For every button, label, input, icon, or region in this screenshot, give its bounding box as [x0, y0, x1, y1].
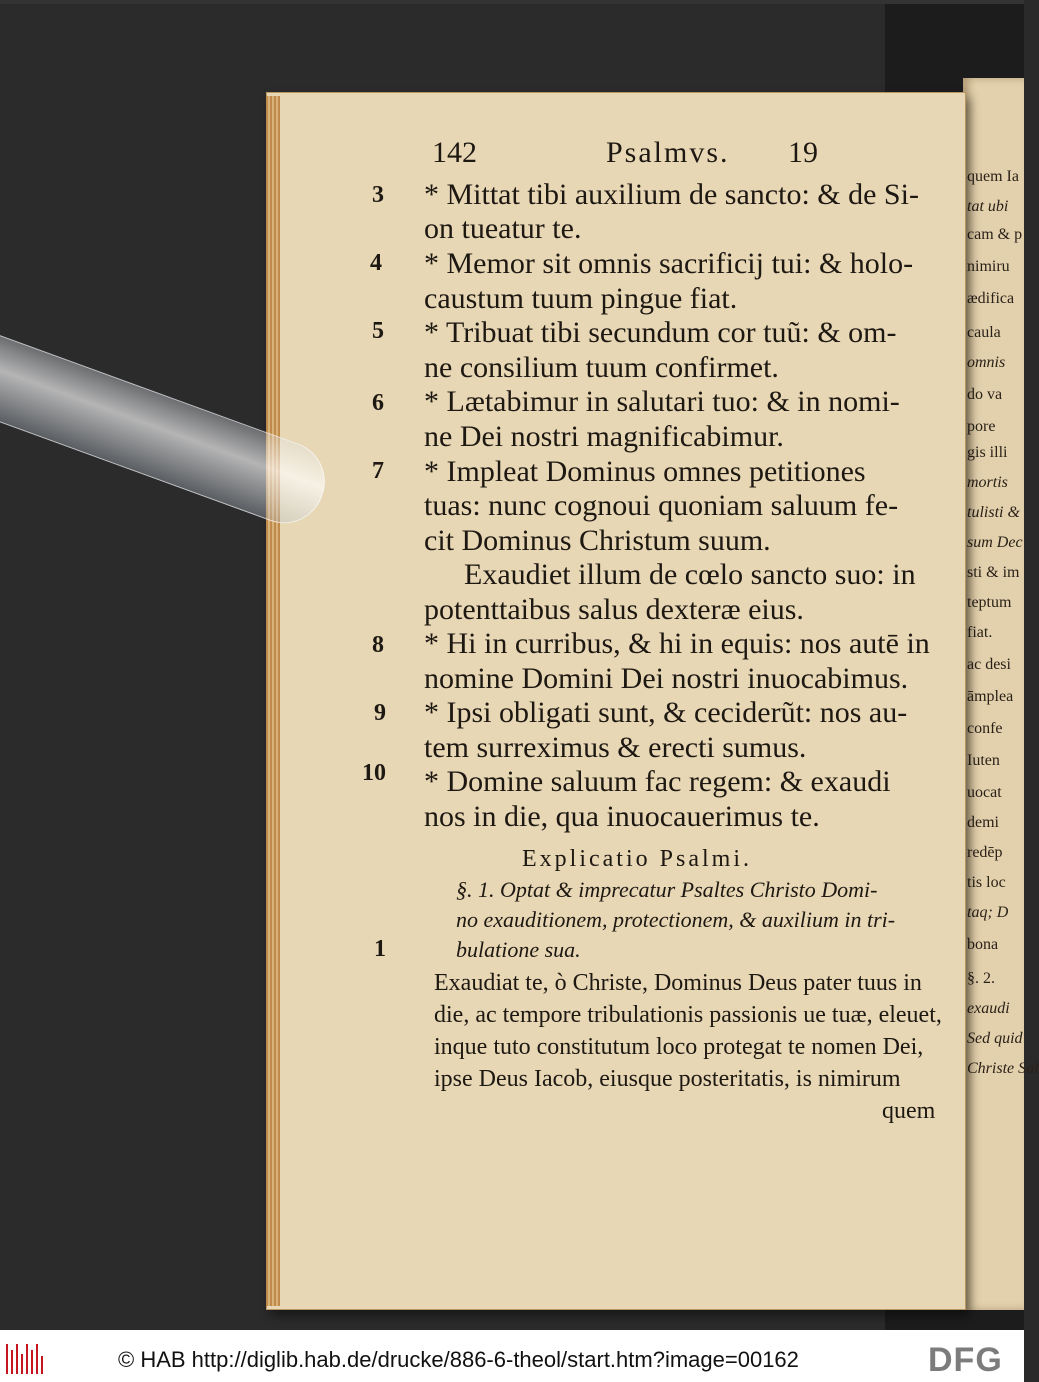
facing-fragment: teptum [967, 594, 1012, 611]
facing-fragment: do va [967, 386, 1003, 403]
psalm-line: ne consilium tuum confirmet. [424, 351, 779, 384]
psalm-line: * Mittat tibi auxilium de sancto: & de Si- [424, 178, 919, 211]
facing-fragment: Christe Sal [967, 1060, 1039, 1077]
facing-fragment: taq; D [967, 904, 1009, 921]
facing-fragment: fiat. [967, 624, 993, 641]
psalm-line: Exaudiet illum de cœlo sancto suo: in [464, 558, 916, 591]
facing-fragment: ædifica [967, 290, 1015, 307]
facing-fragment: āmplea [967, 688, 1014, 705]
psalm-line: * Lætabimur in salutari tuo: & in nomi- [424, 385, 900, 418]
facing-fragment: demi [967, 814, 999, 831]
facing-fragment: tis loc [967, 874, 1006, 891]
verse-marker: 4 [370, 250, 382, 276]
facing-fragment: bona [967, 936, 999, 953]
verse-marker: 5 [372, 318, 384, 344]
facing-fragment: quem Ia [967, 168, 1019, 185]
facing-fragment: redēp [967, 844, 1003, 861]
page-number: 142 [432, 136, 477, 169]
summary-line: bulatione sua. [456, 937, 581, 962]
section-heading: Explicatio Psalmi. [522, 846, 752, 872]
verse-marker: 7 [372, 458, 384, 484]
facing-fragment: caula [967, 324, 1001, 341]
facing-fragment: ac desi [967, 656, 1011, 673]
psalm-line: * Memor sit omnis sacrificij tui: & holo- [424, 247, 914, 280]
psalm-line: cit Dominus Christum suum. [424, 524, 771, 557]
psalm-line: caustum tuum pingue fiat. [424, 282, 738, 315]
commentary-line: die, ac tempore tribulationis passionis ue tuæ, eleuet, [434, 1002, 942, 1028]
facing-fragment: pore [967, 418, 996, 435]
psalm-line: * Impleat Dominus omnes petitiones [424, 455, 866, 488]
psalm-line: on tueatur te. [424, 212, 582, 245]
facing-fragment: cam & p [967, 226, 1023, 243]
commentary-line: inque tuto constitutum loco protegat te nomen Dei, [434, 1034, 924, 1060]
facing-page-fragment [963, 78, 1039, 1310]
psalm-line: nomine Domini Dei nostri inuocabimus. [424, 662, 909, 695]
facing-fragment: §. 2. [967, 970, 995, 987]
psalm-line: nos in die, qua inuocauerimus te. [424, 800, 820, 833]
facing-fragment: Sed quid [967, 1030, 1023, 1047]
psalm-line: ne Dei nostri magnificabimur. [424, 420, 784, 453]
psalm-line: * Tribuat tibi secundum cor tuũ: & om- [424, 316, 897, 349]
facing-fragment: gis illi [967, 444, 1008, 461]
facing-fragment: exaudi [967, 1000, 1010, 1017]
verse-marker: 6 [372, 390, 384, 416]
dfg-logo: DFG [928, 1341, 1003, 1379]
running-title: Psalmvs. [606, 136, 730, 169]
running-header [432, 136, 832, 176]
verse-marker: 9 [374, 700, 386, 726]
catchword: quem [882, 1098, 936, 1124]
commentary-line: Exaudiat te, ò Christe, Dominus Deus pater tuus in [434, 970, 922, 996]
verse-marker: 8 [372, 632, 384, 658]
psalm-line: tem surreximus & erecti sumus. [424, 731, 807, 764]
facing-fragment: sum Dec [967, 534, 1023, 551]
facing-fragment: uocat [967, 784, 1002, 801]
page-edge-stack [266, 96, 280, 1306]
scan-top-edge [0, 0, 1024, 4]
psalm-line: * Hi in curribus, & hi in equis: nos autē in [424, 627, 930, 660]
commentary-line: ipse Deus Iacob, eiusque posteritatis, is nimirum [434, 1066, 901, 1092]
psalm-line: potenttaibus salus dexteræ eius. [424, 593, 804, 626]
verse-marker: 10 [362, 760, 386, 786]
facing-fragment: sti & im [967, 564, 1020, 581]
copyright-link[interactable]: © HAB http://diglib.hab.de/drucke/886-6-theol/start.htm?image=00162 [118, 1347, 799, 1372]
psalm-line: * Domine saluum fac regem: & exaudi [424, 765, 891, 798]
summary-line: §. 1. Optat & imprecatur Psaltes Christo Domi- [456, 877, 878, 902]
facing-fragment: nimiru [967, 258, 1010, 275]
facing-fragment: Iuten [967, 752, 1000, 769]
summary-line: no exauditionem, protectionem, & auxilium in tri- [456, 907, 896, 932]
facing-fragment: mortis [967, 474, 1008, 491]
facing-fragment: omnis [967, 354, 1006, 371]
psalm-line: tuas: nunc cognoui quoniam saluum fe- [424, 489, 899, 522]
verse-marker: 3 [372, 182, 384, 208]
facing-fragment: tat ubi [967, 198, 1009, 215]
psalm-line: * Ipsi obligati sunt, & ceciderũt: nos au- [424, 696, 908, 729]
verse-marker: 1 [374, 936, 386, 962]
facing-fragment: confe [967, 720, 1003, 737]
hab-logo-icon [6, 1344, 46, 1374]
facing-fragment: tulisti & [967, 504, 1020, 521]
psalm-number: 19 [788, 136, 818, 169]
